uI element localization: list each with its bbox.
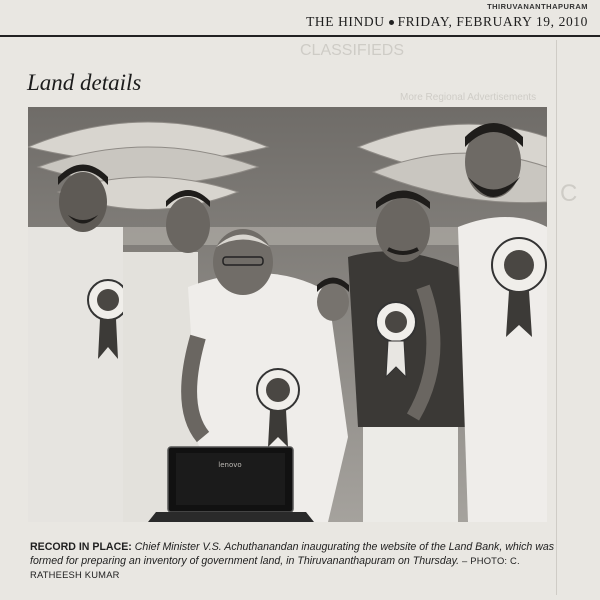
news-photo: [28, 107, 547, 522]
header-rule: [0, 35, 600, 37]
caption-lead: RECORD IN PLACE:: [30, 541, 132, 553]
caption-text: Chief Minister V.S. Achuthanandan inaugurating the website of the Land Bank, which was formed for preparing an inventory of government land, in Thiruvananthapuram on Thursday.: [30, 541, 555, 568]
bullet-icon: [389, 20, 394, 25]
photo-credit: – PHOTO: C. RATHEESH KUMAR: [30, 555, 520, 581]
paper-name: THE HINDU: [306, 14, 385, 29]
edition-label: THIRUVANANTHAPURAM: [487, 2, 588, 11]
bleed-text: C: [560, 180, 578, 207]
photo-illustration: [28, 107, 547, 522]
laptop-brand: lenovo: [218, 461, 242, 469]
masthead: [306, 14, 588, 30]
photo-caption: [30, 541, 555, 583]
column-rule: [556, 40, 557, 595]
headline: Land details: [27, 70, 142, 95]
person-background: [317, 278, 349, 322]
bleed-text: CLASSIFIEDS: [300, 42, 405, 59]
bleed-text: More Regional Advertisements: [400, 92, 537, 103]
page-date: FRIDAY, FEBRUARY 19, 2010: [397, 14, 588, 29]
laptop: [148, 447, 314, 522]
